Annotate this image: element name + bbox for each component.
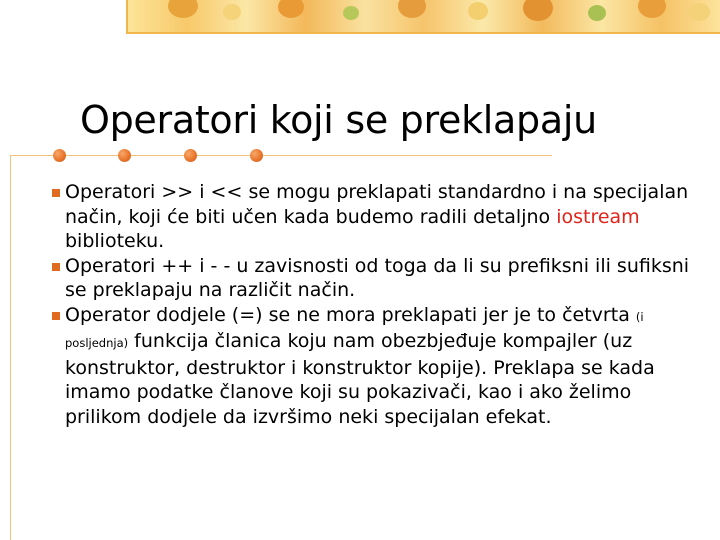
left-vertical-rule	[10, 155, 11, 540]
bullet-text-part: funkcija članica koju nam obezbjeđuje kompajler (uz konstruktor, destruktor i konstruktor kopije). Preklapa se kada imamo podatke članove koji su pokazivači, kao i ako želimo prilikom dodjele da izvršimo neki specijalan efekat.	[65, 330, 655, 428]
banner-flower-shape	[343, 6, 359, 20]
bullet-text: Operatori ++ i - - u zavisnosti od toga da li su prefiksni ili sufiksni se preklapaju na različit način.	[65, 254, 690, 301]
banner-flower-shape	[468, 2, 488, 20]
bullet-list	[52, 180, 692, 429]
banner-flower-shape	[278, 0, 304, 18]
bullet-text	[65, 303, 692, 430]
banner-flower-shape	[638, 0, 666, 18]
banner-flower-shape	[168, 0, 198, 18]
decorative-dot	[53, 149, 66, 162]
banner-flower-shape	[523, 0, 553, 21]
decorative-banner	[126, 0, 720, 34]
small-aside-text: (i posljednja)	[65, 309, 644, 350]
bullet-item	[52, 254, 692, 303]
square-bullet-icon	[52, 312, 60, 320]
banner-flower-shape	[588, 5, 606, 21]
bullet-text-part: biblioteku.	[65, 230, 165, 252]
decorative-dot	[184, 149, 197, 162]
banner-flower-shape	[223, 4, 241, 20]
bullet-item	[52, 180, 692, 254]
square-bullet-icon	[52, 263, 60, 271]
decorative-dot	[118, 149, 131, 162]
decorative-dot	[250, 149, 263, 162]
banner-flower-shape	[398, 0, 426, 18]
bullet-text-part: Operator dodjele (=) se ne mora preklapati jer je to četvrta	[65, 303, 636, 326]
title-underline-rule	[10, 155, 552, 156]
slide-title: Operatori koji se preklapaju	[80, 98, 597, 143]
highlighted-term: iostream	[556, 205, 640, 228]
banner-flower-shape	[688, 3, 710, 21]
bullet-item	[52, 303, 692, 430]
bullet-text-part: Operatori >> i << se mogu preklapati standardno i na specijalan način, koji će biti učen kada budemo radili detaljno	[65, 181, 689, 228]
bullet-text	[65, 180, 692, 254]
square-bullet-icon	[52, 189, 60, 197]
